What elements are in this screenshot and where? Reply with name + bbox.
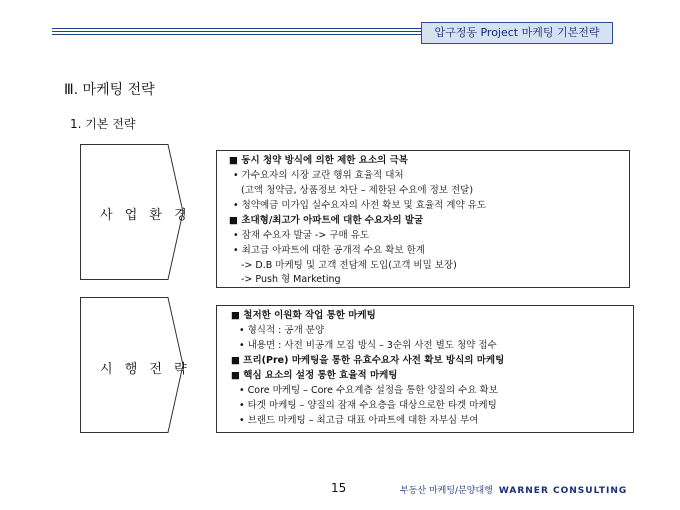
execution-line-5: ■ 핵심 요소의 설정 통한 효율적 마케팅 <box>231 370 398 381</box>
execution-line-1: ■ 철저한 이원화 작업 통한 마케팅 <box>231 310 376 321</box>
business-line-1: ■ 동시 청약 방식에 의한 제한 요소의 극복 <box>229 155 408 166</box>
header-rule-bottom <box>52 34 421 35</box>
block-label-execution: 시 행 전 략 <box>100 362 191 377</box>
business-line-2: • 가수요자의 시장 교란 행위 효율적 대처 <box>233 170 404 181</box>
header-rule-top <box>52 28 421 29</box>
business-line-6: • 잠재 수요자 발굴 -> 구매 유도 <box>233 230 370 241</box>
business-line-3: (고액 청약금, 상품정보 차단 – 제한된 수요에 정보 전달) <box>241 185 474 196</box>
company-name-en: WARNER CONSULTING <box>498 486 628 496</box>
section-title: Ⅲ. 마케팅 전략 <box>64 82 155 98</box>
business-line-4: • 청약예금 미가입 실수요자의 사전 확보 및 효율적 계약 유도 <box>233 200 487 211</box>
execution-line-3: • 내용면 : 사전 비공개 모집 방식 – 3순위 사전 별도 청약 접수 <box>239 340 497 351</box>
company-footer <box>400 483 627 496</box>
header-rule-mid <box>52 31 421 32</box>
business-line-5: ■ 초대형/최고가 아파트에 대한 수요자의 발굴 <box>229 215 424 226</box>
block-label-business: 사 업 환 경 <box>100 208 191 223</box>
execution-line-8: • 브랜드 마케팅 – 최고급 대표 아파트에 대한 자부심 부여 <box>239 415 479 426</box>
content-box-business <box>216 150 630 288</box>
execution-line-2: • 형식적 : 공개 분양 <box>239 325 325 336</box>
company-name-kr: 부동산 마케팅/분양대행 <box>400 486 493 496</box>
execution-line-7: • 타겟 마케팅 – 양질의 잠재 수요층을 대상으로한 타겟 마케팅 <box>239 400 497 411</box>
content-box-execution <box>216 305 634 433</box>
business-line-7: • 최고급 아파트에 대한 공개적 수요 확보 한계 <box>233 245 425 256</box>
business-line-9: -> Push 형 Marketing <box>241 274 341 285</box>
execution-line-4: ■ 프리(Pre) 마케팅을 통한 유효수요자 사전 확보 방식의 마케팅 <box>231 355 505 366</box>
execution-line-6: • Core 마케팅 – Core 수요계층 설정을 통한 양질의 수요 확보 <box>239 385 498 396</box>
business-line-8: -> D.B 마케팅 및 고객 전담제 도입(고객 비밀 보장) <box>241 260 457 271</box>
section-subtitle: 1. 기본 전략 <box>70 117 136 131</box>
header-title: 압구정동 Project 마케팅 기본전략 <box>421 22 613 44</box>
page-number: 15 <box>331 481 347 495</box>
